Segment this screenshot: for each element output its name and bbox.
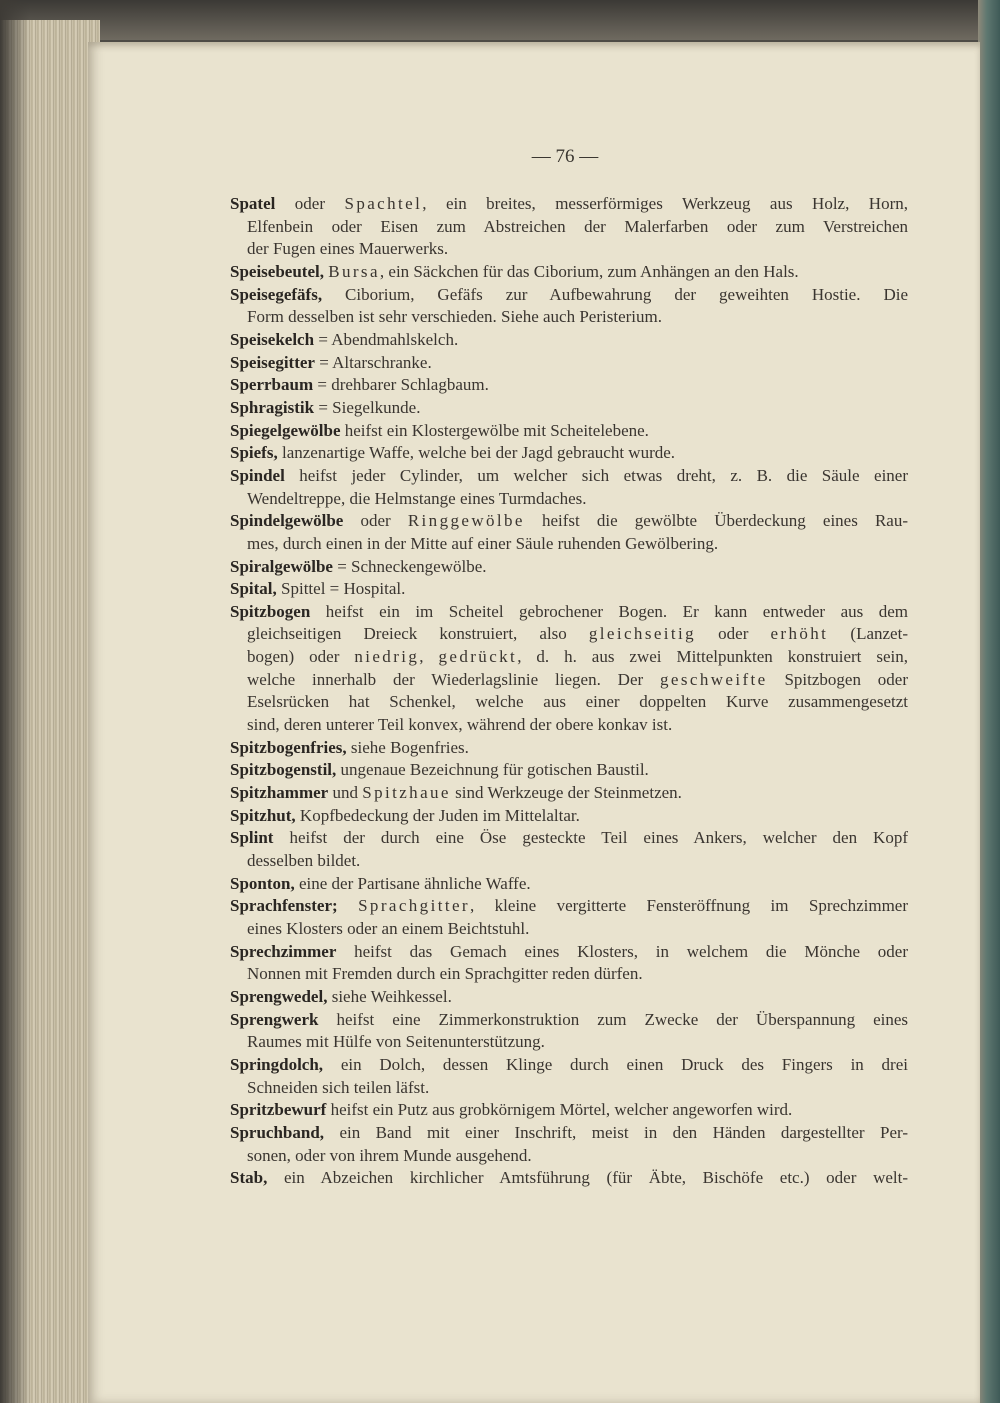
page-number: — 76 — <box>531 146 599 167</box>
text-line <box>230 873 908 896</box>
dictionary-entry <box>230 827 908 872</box>
text-line <box>230 1122 908 1145</box>
dictionary-entry <box>230 873 908 896</box>
entry-text: siehe Weihkessel. <box>327 986 452 1006</box>
entry-term: Spiegelgewölbe <box>230 420 341 440</box>
entry-text: der Fugen eines Mauerwerks. <box>247 239 449 259</box>
entry-term: Springdolch, <box>230 1054 324 1074</box>
entry-term: Speisegefäfs, <box>230 284 323 304</box>
dictionary-entry <box>230 352 908 375</box>
entry-text: ein Abzeichen kirchlicher Amtsführung (für Äbte, Bischöfe etc.) oder welt- <box>267 1168 908 1188</box>
entry-text: Eselsrücken hat Schenkel, welche aus einer doppelten Kurve zusammengesetzt <box>247 692 908 712</box>
entry-text: gleichseitigen Dreieck konstruiert, also <box>247 624 589 644</box>
dictionary-entry <box>230 261 908 284</box>
entry-text: heifst ein Klostergewölbe mit Scheitelebene. <box>340 420 649 440</box>
dictionary-entry <box>230 986 908 1009</box>
entry-text: = Altarschranke. <box>314 352 432 372</box>
dictionary-entry <box>230 1099 908 1122</box>
entry-text: = Schneckengewölbe. <box>332 556 487 576</box>
text-line <box>230 374 908 397</box>
entry-text: Nonnen mit Fremden durch ein Sprachgitter reden dürfen. <box>247 964 643 984</box>
entry-text: sind Werkzeuge der Steinmetzen. <box>450 783 682 803</box>
dictionary-entry <box>230 442 908 465</box>
entry-text: , kleine vergitterte Fensteröffnung im Sprechzimmer <box>469 896 908 916</box>
entry-text: heifst ein im Scheitel gebrochener Bogen. Er kann entweder aus dem <box>310 601 908 621</box>
entry-text: siehe Bogenfries. <box>346 737 469 757</box>
entry-text: eines Klosters oder an einem Beichtstuhl. <box>247 919 530 938</box>
entry-text: heifst eine Zimmerkonstruktion zum Zwecke der Überspannung eines <box>318 1009 908 1029</box>
entry-term: Sphragistik <box>230 397 315 417</box>
entry-text <box>338 896 358 915</box>
dictionary-entry <box>230 805 908 828</box>
entry-text: ungenaue Bezeichnung für gotischen Baustil. <box>336 760 649 780</box>
entry-term: Spitzbogenfries, <box>230 737 347 757</box>
book-cover-edge <box>0 0 1000 40</box>
text-line <box>230 737 908 760</box>
text-line <box>230 1167 908 1190</box>
dictionary-entry <box>230 782 908 805</box>
text-line <box>230 669 908 692</box>
entry-text: welche innerhalb der Wiederlagslinie liegen. Der <box>247 669 661 689</box>
text-line <box>230 850 908 873</box>
text-line <box>230 216 908 239</box>
dictionary-entry <box>230 1122 908 1167</box>
spaced-term: Bursa <box>328 261 380 281</box>
text-line <box>230 442 908 465</box>
text-line <box>230 329 908 352</box>
text-line <box>230 533 908 556</box>
spaced-term: Ringgewölbe <box>407 511 525 531</box>
entry-text: sind, deren unterer Teil konvex, während der obere konkav ist. <box>247 715 673 735</box>
text-line <box>230 193 908 216</box>
entry-text: ein Dolch, dessen Klinge durch einen Druck des Fingers in drei <box>323 1054 908 1074</box>
entry-term: Spiefs, <box>230 443 278 463</box>
entry-text: , ein breites, messerförmiges Werkzeug aus Holz, Horn, <box>422 194 908 213</box>
text-line <box>230 941 908 964</box>
spaced-term: niedrig <box>354 647 420 667</box>
entry-term: Spindelgewölbe <box>230 511 344 531</box>
spaced-term: Spitzhaue <box>362 783 451 803</box>
text-line <box>230 578 908 601</box>
dictionary-entry <box>230 193 908 261</box>
text-line <box>230 759 908 782</box>
entry-term: Speisebeutel, <box>230 261 324 281</box>
text-line <box>230 827 908 850</box>
text-line <box>230 1145 908 1168</box>
text-line <box>230 782 908 805</box>
dictionary-entry <box>230 1054 908 1099</box>
dictionary-entry <box>230 510 908 555</box>
spaced-term: gedrückt <box>438 647 518 667</box>
text-line <box>230 986 908 1009</box>
dictionary-entry <box>230 578 908 601</box>
entry-text: = Abendmahlskelch. <box>314 329 459 349</box>
entry-term: Sprechzimmer <box>230 941 337 961</box>
text-line <box>230 284 908 307</box>
text-line <box>230 714 908 737</box>
entry-text: bogen) oder <box>247 647 355 667</box>
dictionary-entry <box>230 284 908 329</box>
entry-term: Splint <box>230 828 274 848</box>
entry-text: = drehbarer Schlagbaum. <box>313 375 489 395</box>
entry-text: Spittel = Hospital. <box>276 579 406 599</box>
entry-term: Sponton, <box>230 873 295 893</box>
spaced-term: erhöht <box>770 624 829 644</box>
entry-text: oder <box>696 624 771 644</box>
entry-term: Sperrbaum <box>230 375 314 395</box>
dictionary-entry <box>230 941 908 986</box>
text-line <box>230 510 908 533</box>
entry-text: mes, durch einen in der Mitte auf einer Säule ruhenden Gewölbering. <box>247 533 719 553</box>
dictionary-entry <box>230 895 908 940</box>
entry-text: und <box>328 783 363 803</box>
text-line <box>230 623 908 646</box>
entry-text: , <box>419 647 439 667</box>
entry-term: Spital, <box>230 579 277 599</box>
entry-term: Spitzbogen <box>230 601 311 621</box>
dictionary-entry <box>230 737 908 760</box>
entry-text: heifst ein Putz aus grobkörnigem Mörtel, welcher angeworfen wird. <box>326 1100 793 1120</box>
entry-term: Speisegitter <box>230 352 315 372</box>
spaced-term: gleichseitig <box>588 624 697 644</box>
entry-text: (Lanzet- <box>828 624 908 644</box>
entry-text: Kopfbedeckung der Juden im Mittelaltar. <box>295 805 580 825</box>
entry-term: Spritzbewurf <box>230 1100 327 1120</box>
dictionary-entry <box>230 1009 908 1054</box>
entry-text: oder <box>275 194 345 213</box>
text-line <box>230 963 908 986</box>
entry-text: heifst der durch eine Öse gesteckte Teil eines Ankers, welcher den Kopf <box>273 828 908 848</box>
text-line <box>230 261 908 284</box>
text-line <box>230 805 908 828</box>
entry-text: Raumes mit Hülfe von Seitenunterstützung. <box>247 1032 545 1052</box>
entry-text: Ciborium, Gefäfs zur Aufbewahrung der geweihten Hostie. Die <box>322 284 908 304</box>
entry-text: ein Band mit einer Inschrift, meist in den Händen dargestellter Per- <box>324 1122 908 1142</box>
entry-text: desselben bildet. <box>247 851 361 871</box>
dictionary-entry <box>230 601 908 737</box>
text-line <box>230 1099 908 1122</box>
text-line <box>230 556 908 579</box>
dictionary-entry <box>230 420 908 443</box>
dictionary-entry <box>230 759 908 782</box>
text-line <box>230 1009 908 1032</box>
spine-shadow <box>0 0 30 1403</box>
text-line <box>230 488 908 511</box>
text-line <box>230 306 908 329</box>
entry-term: Stab, <box>230 1168 268 1188</box>
entry-text: heifst jeder Cylinder, um welcher sich etwas dreht, z. B. die Säule einer <box>284 465 908 485</box>
entry-term: Sprengwedel, <box>230 986 328 1006</box>
spaced-term: Sprachgitter <box>358 896 470 916</box>
entry-text: heifst das Gemach eines Klosters, in welchem die Mönche oder <box>336 941 908 961</box>
spaced-term: geschweifte <box>660 669 768 689</box>
entry-term: Speisekelch <box>230 329 315 349</box>
entry-term: Sprachfenster; <box>230 896 338 916</box>
entry-term: Spruchband, <box>230 1122 325 1142</box>
entry-text: heifst die gewölbte Überdeckung eines Rau- <box>524 511 908 531</box>
entry-term: Spitzbogenstil, <box>230 760 337 780</box>
dictionary-entry <box>230 397 908 420</box>
text-line <box>230 691 908 714</box>
entry-text: sonen, oder von ihrem Munde ausgehend. <box>247 1145 532 1165</box>
dictionary-entry <box>230 374 908 397</box>
entry-text: Spitzbogen oder <box>767 669 908 689</box>
text-line <box>230 1054 908 1077</box>
text-line <box>230 646 908 669</box>
text-line <box>230 918 908 941</box>
dictionary-entry <box>230 1167 908 1190</box>
entry-text: oder <box>343 511 408 531</box>
entry-text: , ein Säckchen für das Ciborium, zum Anhängen an den Hals. <box>379 261 799 281</box>
entry-text: , d. h. aus zwei Mittelpunkten konstruiert sein, <box>517 647 908 667</box>
text-line <box>230 1077 908 1100</box>
text-line <box>230 465 908 488</box>
text-line <box>230 601 908 624</box>
entry-term: Spindel <box>230 465 285 485</box>
entry-text: eine der Partisane ähnliche Waffe. <box>294 873 531 893</box>
text-line <box>230 352 908 375</box>
dictionary-entry <box>230 465 908 510</box>
entry-text: lanzenartige Waffe, welche bei der Jagd gebraucht wurde. <box>277 443 676 463</box>
text-line <box>230 397 908 420</box>
entry-text: Wendeltreppe, die Helmstange eines Turmdaches. <box>247 488 587 508</box>
entry-term: Sprengwerk <box>230 1009 319 1029</box>
entry-term: Spitzhut, <box>230 805 296 825</box>
text-line <box>230 238 908 261</box>
dictionary-entry <box>230 329 908 352</box>
dictionary-entries <box>230 193 908 1190</box>
entry-text: = Siegelkunde. <box>314 397 421 417</box>
entry-term: Spatel <box>230 194 276 213</box>
book-cloth-edge <box>978 0 1000 1403</box>
text-line <box>230 895 908 918</box>
entry-term: Spiralgewölbe <box>230 556 333 576</box>
dictionary-entry <box>230 556 908 579</box>
text-line <box>230 420 908 443</box>
spaced-term: Spachtel <box>344 194 423 213</box>
entry-text: Elfenbein oder Eisen zum Abstreichen der Malerfarben oder zum Verstreichen <box>247 216 908 236</box>
entry-term: Spitzhammer <box>230 783 329 803</box>
text-line <box>230 1031 908 1054</box>
entry-text: Schneiden sich teilen läfst. <box>247 1077 430 1097</box>
entry-text: Form desselben ist sehr verschieden. Siehe auch Peristerium. <box>247 307 662 327</box>
